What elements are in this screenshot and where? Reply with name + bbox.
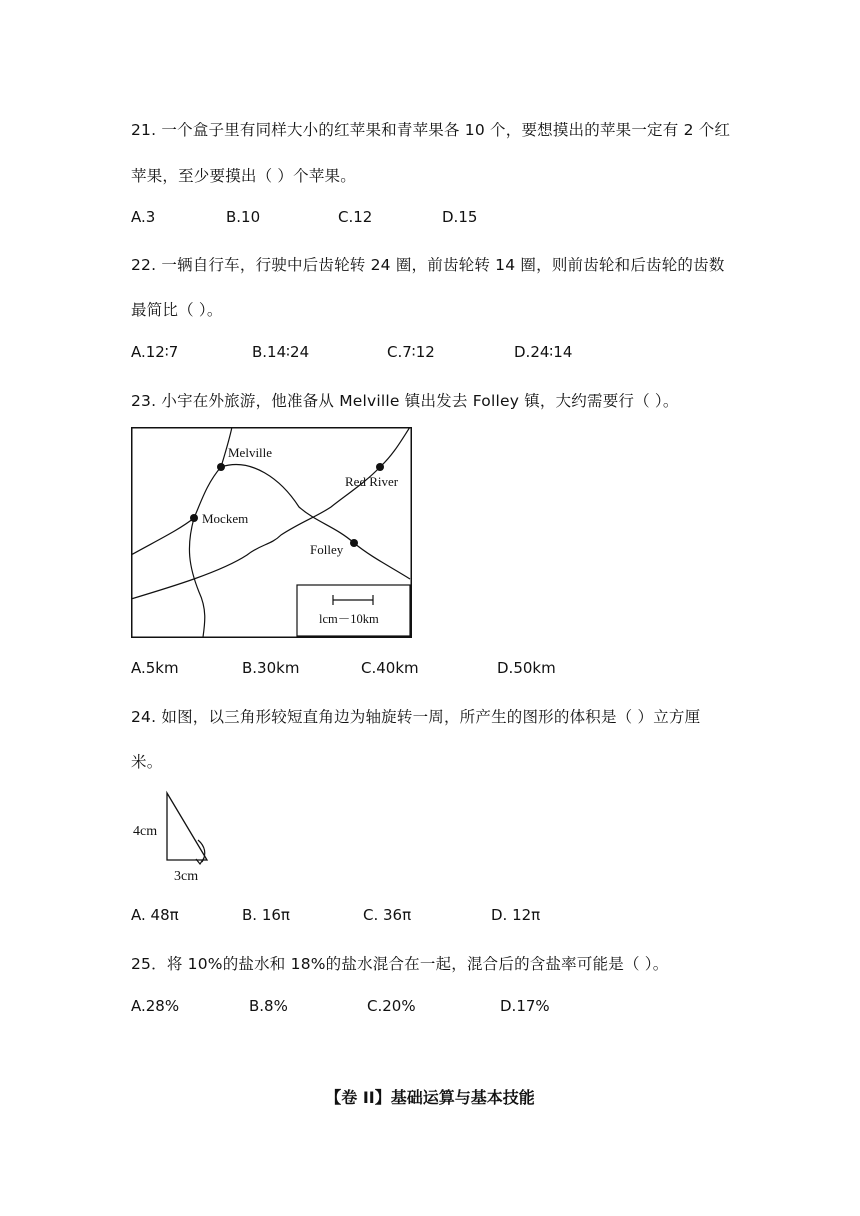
triangle-figure <box>131 790 221 885</box>
question-25-text-line1: 25．将 10%的盐水和 18%的盐水混合在一起，混合后的含盐率可能是（ ）。 <box>131 955 669 973</box>
question-21-option-c: C.12 <box>338 208 373 226</box>
town-label-mockem: Mockem <box>202 511 249 526</box>
town-label-red-river: Red River <box>345 474 399 489</box>
triangle-height-label: 4cm <box>133 824 158 839</box>
town-marker-folley <box>350 539 358 547</box>
town-label-melville: Melville <box>228 445 273 460</box>
question-24-text-line1: 24. 如图，以三角形较短直角边为轴旋转一周，所产生的图形的体积是（ ）立方厘 <box>131 708 701 726</box>
question-22-option-b: B.14∶24 <box>252 343 310 361</box>
section-title: 【卷 II】基础运算与基本技能 <box>325 1088 535 1107</box>
map-scale-label: lcm－10km <box>319 612 379 626</box>
question-23-option-d: D.50km <box>497 659 556 677</box>
town-marker-mockem <box>190 514 198 522</box>
question-21-option-d: D.15 <box>442 208 478 226</box>
right-triangle <box>167 793 207 860</box>
question-21-text-line2: 苹果，至少要摸出（ ）个苹果。 <box>131 167 356 185</box>
triangle-base-label: 3cm <box>174 869 199 884</box>
town-marker-melville <box>217 463 225 471</box>
question-23-text-line1: 23. 小宇在外旅游，他准备从 Melville 镇出发去 Folley 镇，大约需要行（ ）。 <box>131 392 679 410</box>
town-label-folley: Folley <box>310 542 344 557</box>
question-21-option-a: A.3 <box>131 208 156 226</box>
question-23-option-b: B.30km <box>242 659 300 677</box>
map-legend-box <box>297 585 410 636</box>
question-24-option-c: C. 36π <box>363 906 412 924</box>
question-22-text-line1: 22. 一辆自行车，行驶中后齿轮转 24 圈，前齿轮转 14 圈，则前齿轮和后齿轮的齿数 <box>131 256 725 274</box>
question-25-option-a: A.28% <box>131 997 180 1015</box>
question-24-option-b: B. 16π <box>242 906 290 924</box>
question-22-text-line2: 最简比（ ）。 <box>131 301 223 319</box>
town-marker-red-river <box>376 463 384 471</box>
question-21-text-line1: 21. 一个盒子里有同样大小的红苹果和青苹果各 10 个，要想摸出的苹果一定有 2 个红 <box>131 121 731 139</box>
question-23-option-c: C.40km <box>361 659 419 677</box>
question-25-option-c: C.20% <box>367 997 416 1015</box>
question-25-option-b: B.8% <box>249 997 288 1015</box>
question-24-text-line2: 米。 <box>131 753 163 771</box>
town-map-figure <box>131 427 412 638</box>
question-25-option-d: D.17% <box>500 997 550 1015</box>
question-24-option-a: A. 48π <box>131 906 179 924</box>
question-22-option-c: C.7∶12 <box>387 343 435 361</box>
road-path <box>131 427 232 555</box>
question-22-option-d: D.24∶14 <box>514 343 573 361</box>
question-23-option-a: A.5km <box>131 659 179 677</box>
question-22-option-a: A.12∶7 <box>131 343 179 361</box>
question-21-option-b: B.10 <box>226 208 261 226</box>
question-24-option-d: D. 12π <box>491 906 541 924</box>
